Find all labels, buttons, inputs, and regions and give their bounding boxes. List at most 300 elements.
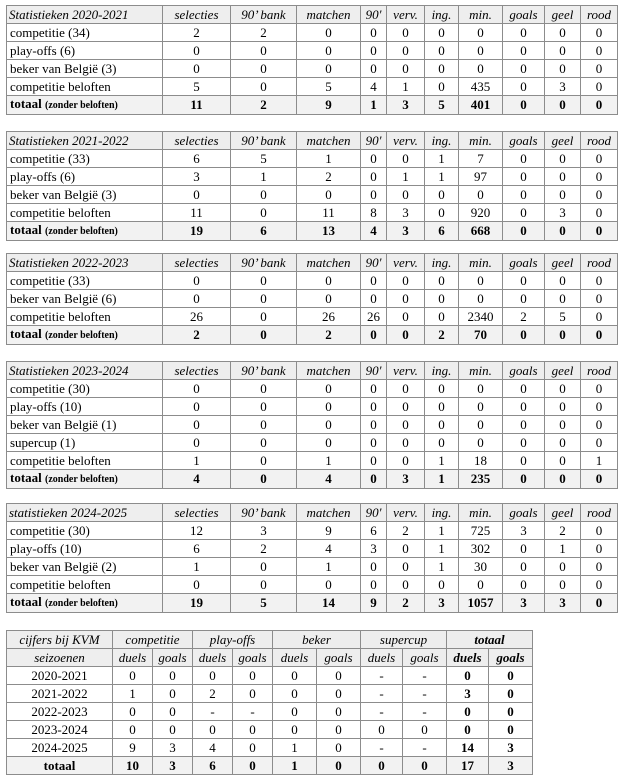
cell-value: 0 [459, 380, 503, 398]
total-value: 1 [361, 96, 387, 115]
total-value: 3 [387, 96, 425, 115]
cell-value: 2340 [459, 308, 503, 326]
table-row [7, 558, 618, 576]
column-header: 90’ bank [231, 504, 297, 522]
cell-value: 12 [163, 522, 231, 540]
cell-value: 2 [387, 522, 425, 540]
column-header: min. [459, 504, 503, 522]
total-value: 0 [545, 222, 581, 241]
column-header: goals [503, 132, 545, 150]
cell-value: 3 [231, 522, 297, 540]
total-value: 3 [387, 222, 425, 241]
sub-header: goals [489, 649, 533, 667]
cell-value: 0 [489, 721, 533, 739]
cell-value: 0 [403, 721, 447, 739]
season-stats-table [6, 5, 618, 115]
column-header: geel [545, 132, 581, 150]
sub-header: goals [317, 649, 361, 667]
cell-value: 0 [361, 150, 387, 168]
cell-value: 0 [361, 434, 387, 452]
cell-value: 1 [425, 150, 459, 168]
total-value: 0 [361, 326, 387, 345]
total-value: 0 [361, 470, 387, 489]
cell-value: 0 [503, 168, 545, 186]
cell-value: 0 [153, 685, 193, 703]
cell-value: 0 [361, 398, 387, 416]
cell-value: 2 [297, 168, 361, 186]
table-header-row [7, 504, 618, 522]
cell-value: 6 [163, 150, 231, 168]
cell-value: 0 [545, 380, 581, 398]
cell-value: 1 [297, 150, 361, 168]
cell-value: 0 [231, 290, 297, 308]
cell-value: 0 [459, 24, 503, 42]
cell-value: 0 [361, 380, 387, 398]
sub-header: goals [233, 649, 273, 667]
total-row [7, 757, 533, 775]
cell-value: 1 [425, 522, 459, 540]
sub-header: duels [113, 649, 153, 667]
cell-value: 0 [459, 186, 503, 204]
cell-value: 1 [545, 540, 581, 558]
cell-value: 0 [387, 60, 425, 78]
cell-value: 0 [387, 540, 425, 558]
row-label: competitie (33) [7, 150, 163, 168]
cell-value: 0 [447, 721, 489, 739]
total-value: 17 [447, 757, 489, 775]
total-note: (zonder beloften) [45, 598, 118, 609]
column-header: verv. [387, 362, 425, 380]
column-header: 90' [361, 132, 387, 150]
season-stats-table [6, 131, 618, 241]
total-value: 0 [403, 757, 447, 775]
column-header: geel [545, 504, 581, 522]
cell-value: 0 [153, 667, 193, 685]
column-header: verv. [387, 132, 425, 150]
cell-value: 0 [361, 168, 387, 186]
cell-value: 0 [297, 60, 361, 78]
season-label: 2022-2023 [7, 703, 113, 721]
kvm-title: cijfers bij KVM [7, 631, 113, 649]
table-row [7, 168, 618, 186]
total-value: 401 [459, 96, 503, 115]
table-row [7, 308, 618, 326]
cell-value: 0 [425, 576, 459, 594]
cell-value: 4 [361, 78, 387, 96]
cell-value: 0 [581, 168, 618, 186]
row-label: competitie (33) [7, 272, 163, 290]
row-label: competitie beloften [7, 452, 163, 470]
cell-value: 0 [317, 739, 361, 757]
row-label: competitie beloften [7, 78, 163, 96]
cell-value: 0 [503, 416, 545, 434]
row-label: play-offs (6) [7, 42, 163, 60]
table-row [7, 416, 618, 434]
group-header: competitie [113, 631, 193, 649]
total-value: 14 [297, 594, 361, 613]
cell-value: 0 [233, 667, 273, 685]
cell-value: 920 [459, 204, 503, 222]
cell-value: 0 [193, 667, 233, 685]
column-header: selecties [163, 6, 231, 24]
cell-value: 0 [425, 434, 459, 452]
cell-value: 0 [317, 721, 361, 739]
cell-value: 0 [163, 380, 231, 398]
total-value: 2 [387, 594, 425, 613]
season-title: Statistieken 2020-2021 [7, 6, 163, 24]
cell-value: 6 [361, 522, 387, 540]
cell-value: 0 [545, 186, 581, 204]
cell-value: 0 [425, 290, 459, 308]
total-value: 0 [503, 470, 545, 489]
total-value: 4 [361, 222, 387, 241]
table-row [7, 540, 618, 558]
cell-value: 0 [459, 398, 503, 416]
sub-header: goals [403, 649, 447, 667]
cell-value: 0 [361, 272, 387, 290]
season-stats-table [6, 361, 618, 489]
cell-value: 0 [113, 703, 153, 721]
season-stats-table [6, 503, 618, 613]
cell-value: 1 [297, 452, 361, 470]
cell-value: 0 [297, 24, 361, 42]
table-row [7, 204, 618, 222]
column-header: selecties [163, 132, 231, 150]
cell-value: 0 [317, 685, 361, 703]
total-value: 9 [361, 594, 387, 613]
cell-value: 0 [163, 42, 231, 60]
cell-value: 1 [231, 168, 297, 186]
table-row [7, 380, 618, 398]
total-value: 0 [581, 96, 618, 115]
cell-value: 0 [425, 78, 459, 96]
cell-value: 0 [387, 452, 425, 470]
total-value: 11 [163, 96, 231, 115]
total-value: 235 [459, 470, 503, 489]
column-header: 90' [361, 6, 387, 24]
total-value: 4 [297, 470, 361, 489]
cell-value: 3 [545, 78, 581, 96]
cell-value: 0 [545, 452, 581, 470]
column-header: geel [545, 362, 581, 380]
cell-value: 3 [545, 204, 581, 222]
cell-value: 9 [113, 739, 153, 757]
cell-value: 0 [425, 24, 459, 42]
cell-value: 18 [459, 452, 503, 470]
table-row [7, 434, 618, 452]
cell-value: 0 [273, 703, 317, 721]
total-label [7, 96, 163, 115]
cell-value: 0 [545, 558, 581, 576]
cell-value: 0 [233, 739, 273, 757]
cell-value: 0 [231, 576, 297, 594]
total-value: 2 [231, 96, 297, 115]
cell-value: 3 [489, 739, 533, 757]
table-row [7, 272, 618, 290]
column-header: 90' [361, 254, 387, 272]
cell-value: 0 [503, 42, 545, 60]
row-label: play-offs (10) [7, 540, 163, 558]
column-header: rood [581, 504, 618, 522]
cell-value: 0 [387, 380, 425, 398]
cell-value: 0 [163, 272, 231, 290]
season-label: 2021-2022 [7, 685, 113, 703]
table-header-row [7, 362, 618, 380]
cell-value: 0 [425, 186, 459, 204]
cell-value: 0 [503, 558, 545, 576]
cell-value: 3 [387, 204, 425, 222]
cell-value: 2 [231, 540, 297, 558]
cell-value: 0 [231, 78, 297, 96]
total-word: totaal [10, 222, 42, 237]
total-row [7, 326, 618, 345]
cell-value: 0 [545, 150, 581, 168]
column-header: selecties [163, 504, 231, 522]
column-header: matchen [297, 362, 361, 380]
cell-value: 1 [581, 452, 618, 470]
total-value: 0 [387, 326, 425, 345]
cell-value: 0 [545, 416, 581, 434]
total-word: totaal [10, 326, 42, 341]
group-header: supercup [361, 631, 447, 649]
cell-value: 0 [545, 42, 581, 60]
cell-value: 0 [503, 24, 545, 42]
cell-value: 0 [503, 150, 545, 168]
total-value: 3 [503, 594, 545, 613]
cell-value: 0 [425, 204, 459, 222]
column-header: selecties [163, 254, 231, 272]
cell-value: 0 [447, 703, 489, 721]
column-header: rood [581, 254, 618, 272]
total-value: 2 [425, 326, 459, 345]
cell-value: 0 [581, 272, 618, 290]
table-row [7, 150, 618, 168]
cell-value: 1 [273, 739, 317, 757]
table-row [7, 522, 618, 540]
cell-value: - [403, 739, 447, 757]
cell-value: - [361, 685, 403, 703]
total-value: 9 [297, 96, 361, 115]
group-header-row [7, 631, 533, 649]
cell-value: 0 [503, 576, 545, 594]
total-value: 0 [233, 757, 273, 775]
cell-value: 0 [581, 204, 618, 222]
cell-value: 0 [459, 290, 503, 308]
cell-value: 0 [459, 60, 503, 78]
column-header: 90’ bank [231, 6, 297, 24]
cell-value: 5 [163, 78, 231, 96]
column-header: 90’ bank [231, 362, 297, 380]
cell-value: 0 [503, 60, 545, 78]
cell-value: 0 [317, 667, 361, 685]
cell-value: 0 [297, 398, 361, 416]
total-value: 3 [489, 757, 533, 775]
cell-value: 11 [297, 204, 361, 222]
column-header: geel [545, 254, 581, 272]
cell-value: 2 [163, 24, 231, 42]
cell-value: 0 [581, 150, 618, 168]
table-row [7, 452, 618, 470]
cell-value: 1 [425, 558, 459, 576]
column-header: 90' [361, 504, 387, 522]
total-value: 2 [297, 326, 361, 345]
row-label: play-offs (10) [7, 398, 163, 416]
table-row [7, 721, 533, 739]
cell-value: 0 [317, 703, 361, 721]
total-value: 0 [361, 757, 403, 775]
cell-value: 1 [297, 558, 361, 576]
cell-value: 0 [581, 186, 618, 204]
total-value: 0 [581, 326, 618, 345]
row-label: play-offs (6) [7, 168, 163, 186]
cell-value: 1 [425, 168, 459, 186]
total-label [7, 470, 163, 489]
table-header-row [7, 132, 618, 150]
cell-value: 0 [387, 416, 425, 434]
cell-value: 0 [231, 558, 297, 576]
cell-value: 1 [425, 452, 459, 470]
cell-value: 0 [273, 667, 317, 685]
cell-value: 0 [163, 398, 231, 416]
cell-value: 0 [163, 434, 231, 452]
cell-value: 0 [459, 272, 503, 290]
cell-value: 0 [163, 416, 231, 434]
cell-value: 1 [113, 685, 153, 703]
total-value: 1 [273, 757, 317, 775]
total-label: totaal [7, 757, 113, 775]
total-value: 3 [153, 757, 193, 775]
cell-value: - [403, 667, 447, 685]
cell-value: 0 [361, 721, 403, 739]
table-row [7, 290, 618, 308]
kvm-summary-table [6, 630, 533, 775]
cell-value: 1 [425, 540, 459, 558]
cell-value: 0 [153, 721, 193, 739]
row-label: beker van België (1) [7, 416, 163, 434]
cell-value: 0 [297, 380, 361, 398]
cell-value: 0 [297, 434, 361, 452]
cell-value: 1 [163, 452, 231, 470]
cell-value: 0 [297, 42, 361, 60]
cell-value: 0 [231, 452, 297, 470]
total-value: 5 [231, 594, 297, 613]
cell-value: 0 [581, 308, 618, 326]
column-header: verv. [387, 254, 425, 272]
total-value: 0 [503, 96, 545, 115]
total-row [7, 470, 618, 489]
cell-value: 435 [459, 78, 503, 96]
season-label: 2020-2021 [7, 667, 113, 685]
row-label: competitie (30) [7, 522, 163, 540]
cell-value: 0 [387, 24, 425, 42]
total-row [7, 594, 618, 613]
cell-value: 2 [193, 685, 233, 703]
total-value: 6 [193, 757, 233, 775]
cell-value: 0 [503, 186, 545, 204]
season-title: statistieken 2024-2025 [7, 504, 163, 522]
cell-value: 4 [297, 540, 361, 558]
total-value: 0 [581, 470, 618, 489]
cell-value: 0 [545, 576, 581, 594]
cell-value: 3 [503, 522, 545, 540]
total-value: 0 [231, 470, 297, 489]
total-value: 0 [545, 96, 581, 115]
total-value: 0 [545, 470, 581, 489]
cell-value: 26 [297, 308, 361, 326]
total-value: 0 [503, 326, 545, 345]
total-note: (zonder beloften) [45, 100, 118, 111]
column-header: verv. [387, 6, 425, 24]
cell-value: 4 [193, 739, 233, 757]
sub-header: duels [193, 649, 233, 667]
season-stats-table [6, 253, 618, 345]
cell-value: 0 [361, 558, 387, 576]
cell-value: 725 [459, 522, 503, 540]
cell-value: - [361, 703, 403, 721]
row-label: competitie (34) [7, 24, 163, 42]
total-value: 10 [113, 757, 153, 775]
column-header: ing. [425, 6, 459, 24]
total-word: totaal [10, 470, 42, 485]
cell-value: 0 [361, 576, 387, 594]
cell-value: 5 [545, 308, 581, 326]
cell-value: 0 [425, 380, 459, 398]
cell-value: 0 [503, 398, 545, 416]
cell-value: - [193, 703, 233, 721]
cell-value: 0 [387, 558, 425, 576]
table-row [7, 703, 533, 721]
cell-value: 0 [503, 380, 545, 398]
total-value: 2 [163, 326, 231, 345]
column-header: matchen [297, 254, 361, 272]
cell-value: 0 [447, 667, 489, 685]
cell-value: 0 [503, 272, 545, 290]
cell-value: 0 [581, 434, 618, 452]
column-header: min. [459, 6, 503, 24]
cell-value: 0 [581, 290, 618, 308]
cell-value: 7 [459, 150, 503, 168]
total-row [7, 96, 618, 115]
cell-value: 0 [581, 24, 618, 42]
total-label [7, 326, 163, 345]
cell-value: 0 [545, 272, 581, 290]
season-title: Statistieken 2021-2022 [7, 132, 163, 150]
cell-value: 0 [361, 416, 387, 434]
cell-value: 0 [361, 24, 387, 42]
cell-value: 0 [545, 24, 581, 42]
cell-value: 26 [361, 308, 387, 326]
sub-header: goals [153, 649, 193, 667]
cell-value: 1 [163, 558, 231, 576]
cell-value: 2 [231, 24, 297, 42]
total-value: 0 [317, 757, 361, 775]
column-header: min. [459, 132, 503, 150]
cell-value: 0 [231, 380, 297, 398]
column-header: ing. [425, 132, 459, 150]
table-header-row [7, 254, 618, 272]
total-value: 668 [459, 222, 503, 241]
column-header: rood [581, 132, 618, 150]
cell-value: 0 [297, 416, 361, 434]
column-header: rood [581, 6, 618, 24]
total-value: 1 [425, 470, 459, 489]
total-word: totaal [10, 594, 42, 609]
column-header: verv. [387, 504, 425, 522]
cell-value: 0 [273, 721, 317, 739]
season-label: 2023-2024 [7, 721, 113, 739]
cell-value: 0 [545, 434, 581, 452]
cell-value: 0 [231, 60, 297, 78]
